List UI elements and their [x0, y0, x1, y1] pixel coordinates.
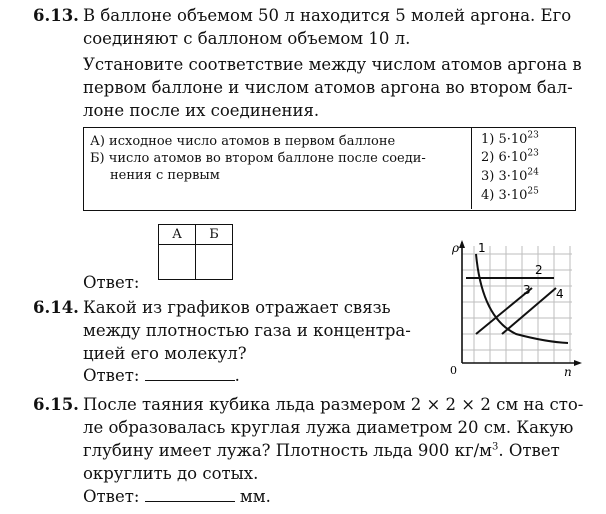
problem-6-13-line-5: лоне после их соединения.	[83, 101, 320, 120]
curve-3-label: 3	[523, 283, 531, 297]
answer-grid-header-a: А	[159, 225, 196, 245]
answer-grid-header-b: Б	[196, 225, 233, 245]
answer-grid	[158, 224, 233, 280]
matching-table	[83, 127, 576, 211]
answer-cell-b[interactable]	[196, 245, 233, 280]
problem-6-13-line-1: В баллоне объемом 50 л находится 5 молей аргона. Его	[83, 6, 572, 25]
matching-option-3: 3) $3\cdot 10^{24}$	[481, 167, 539, 184]
curve-1-label: 1	[478, 241, 486, 255]
matching-option-1: 1) $5\cdot 10^{23}$	[481, 130, 539, 147]
problem-6-14-line-2: между плотностью газа и концентра-	[83, 321, 411, 340]
graph-x-axis-label: n	[564, 365, 572, 379]
problem-6-14-answer-label: Ответ:	[83, 366, 140, 385]
problem-6-15-answer	[83, 486, 271, 508]
density-graph	[436, 238, 584, 380]
problem-6-15-answer-label: Ответ:	[83, 487, 140, 506]
problem-6-13-line-2: соединяют с баллоном объемом 10 л.	[83, 29, 411, 48]
problem-6-15-line-3: глубину имеет лужа? Плотность льда 900 $кг/м^3$. Ответ	[83, 441, 560, 460]
curve-2-label: 2	[535, 263, 543, 277]
curve-4-label: 4	[556, 287, 564, 301]
problem-6-15-line-2: ле образовалась круглая лужа диаметром 20 см. Какую	[83, 418, 574, 437]
matching-left-a: А) исходное число атомов в первом баллоне	[90, 134, 396, 149]
answer-cell-a[interactable]	[159, 245, 196, 280]
matching-left-b-line-2: нения с первым	[110, 168, 220, 183]
problem-6-15-answer-unit: мм.	[239, 487, 271, 506]
matching-option-4: 4) $3\cdot 10^{25}$	[481, 186, 539, 203]
problem-6-13-line-4: первом баллоне и числом атомов аргона во втором бал-	[83, 78, 573, 97]
matching-option-2: 2) $6\cdot 10^{23}$	[481, 148, 539, 165]
matching-left-b-line-1: Б) число атомов во втором баллоне после соеди-	[90, 151, 426, 166]
graph-origin-label: 0	[450, 364, 457, 377]
problem-6-15-line-4: округлить до сотых.	[83, 464, 259, 483]
matching-table-divider	[471, 128, 472, 209]
x-axis-arrow	[574, 360, 582, 366]
problem-6-13-number: 6.13.	[33, 6, 79, 25]
problem-6-15-answer-blank[interactable]	[145, 487, 235, 502]
problem-6-14-number: 6.14.	[33, 298, 79, 317]
problem-6-14-answer-end: .	[234, 366, 240, 385]
graph-grid	[462, 246, 572, 363]
problem-6-15-number: 6.15.	[33, 395, 79, 414]
problem-6-14-line-3: цией его молекул?	[83, 344, 247, 363]
problem-6-15-line-1: После таяния кубика льда размером 2 × 2 × 2 см на сто-	[83, 395, 584, 414]
y-axis-arrow	[459, 240, 465, 248]
problem-6-13-line-3: Установите соответствие между числом атомов аргона в	[83, 55, 582, 74]
problem-6-13-answer-label: Ответ:	[83, 273, 140, 292]
graph-y-axis-label: ρ	[452, 241, 460, 255]
problem-6-14-line-1: Какой из графиков отражает связь	[83, 298, 391, 317]
problem-6-14-answer-blank[interactable]	[145, 366, 235, 381]
problem-6-14-answer	[83, 365, 240, 387]
